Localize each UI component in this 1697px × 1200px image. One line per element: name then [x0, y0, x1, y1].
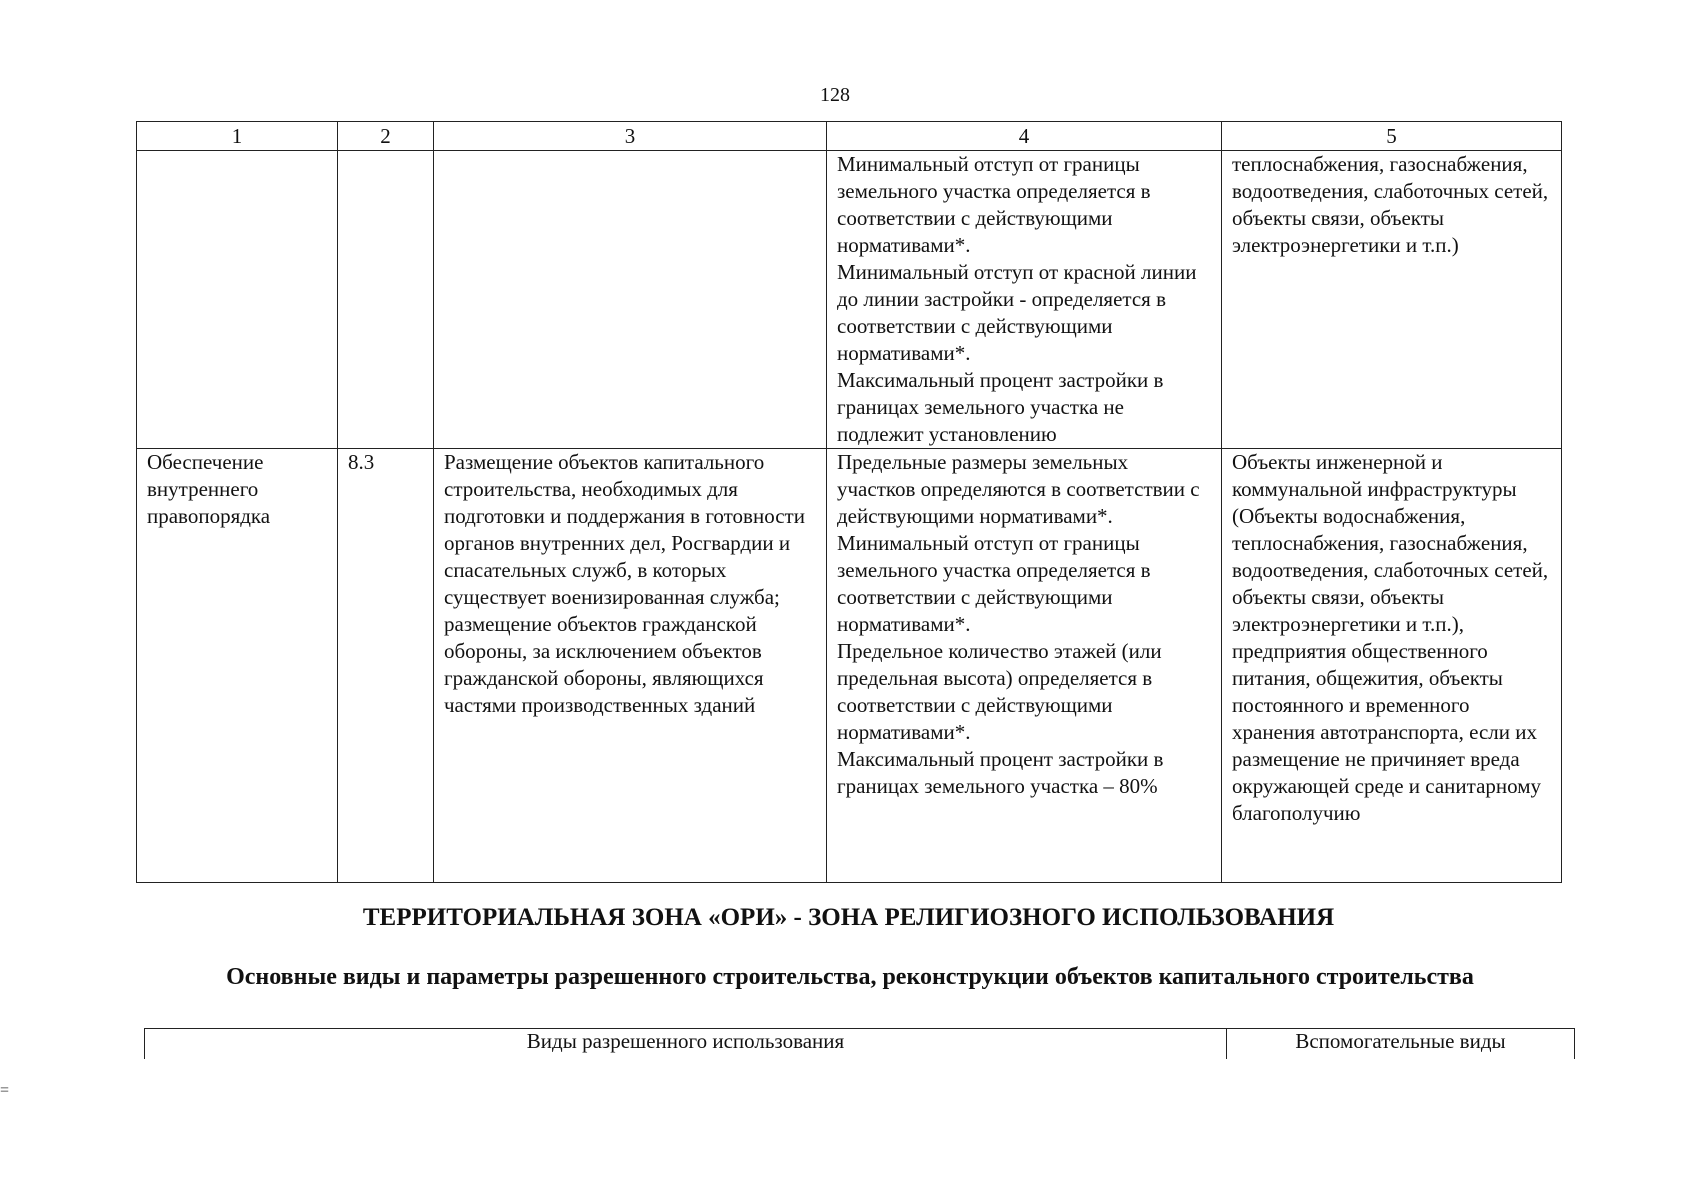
edge-mark: =: [0, 1082, 10, 1099]
header-permitted-uses: Виды разрешенного использования: [145, 1029, 1227, 1060]
cell-description: [434, 151, 827, 449]
header-col-4: 4: [827, 122, 1222, 151]
cell-auxiliary: теплоснабжения, газоснабжения, водоотведения, слаботочных сетей, объекты связи, объекты электроэнергетики и т.п.): [1222, 151, 1562, 449]
header-auxiliary-uses: Вспомогательные виды: [1227, 1029, 1575, 1060]
cell-parameters: Минимальный отступ от границы земельного участка определяется в соответствии с действующими нормативами*. Минимальный отступ от красной линии до линии застройки - определяется в соответствии с действующими нормативами*. Максимальный процент застройки в границах земельного участка не подлежит установлению: [827, 151, 1222, 449]
cell-parameters: Предельные размеры земельных участков определяются в соответствии с действующими нормативами*. Минимальный отступ от границы земельного участка определяется в соответствии с действующими нормативами*. Предельное количество этажей (или предельная высота) определяется в соответствии с действующими нормативами*. Максимальный процент застройки в границах земельного участка – 80%: [827, 449, 1222, 883]
page-number: 128: [820, 84, 850, 106]
cell-code: 8.3: [338, 449, 434, 883]
cell-code: [338, 151, 434, 449]
table-row: [137, 449, 1562, 883]
header-col-1: 1: [137, 122, 338, 151]
cell-use-name: Обеспечение внутреннего правопорядка: [137, 449, 338, 883]
table-header-row: [137, 122, 1562, 151]
section-subtitle: Основные виды и параметры разрешенного строительства, реконструкции объектов капитального строительства: [226, 964, 1474, 990]
permitted-use-table: [136, 121, 1562, 883]
cell-use-name: [137, 151, 338, 449]
header-col-3: 3: [434, 122, 827, 151]
table-row: [137, 151, 1562, 449]
header-col-5: 5: [1222, 122, 1562, 151]
header-col-2: 2: [338, 122, 434, 151]
table-header-row: [145, 1029, 1575, 1060]
cell-auxiliary: Объекты инженерной и коммунальной инфраструктуры (Объекты водоснабжения, теплоснабжения, газоснабжения, водоотведения, слаботочных сетей, объекты связи, объекты электроэнергетики и т.п.), предприятия общественного питания, общежития, объекты постоянного и временного хранения автотранспорта, если их размещение не причиняет вреда окружающей среде и санитарному благополучию: [1222, 449, 1562, 883]
cell-description: Размещение объектов капитального строительства, необходимых для подготовки и поддержания в готовности органов внутренних дел, Росгвардии и спасательных служб, в которых существует военизированная служба; размещение объектов гражданской обороны, за исключением объектов гражданской обороны, являющихся частями производственных зданий: [434, 449, 827, 883]
zone-table-header: [144, 1028, 1575, 1059]
zone-title: ТЕРРИТОРИАЛЬНАЯ ЗОНА «ОРИ» - ЗОНА РЕЛИГИОЗНОГО ИСПОЛЬЗОВАНИЯ: [362, 904, 1335, 931]
